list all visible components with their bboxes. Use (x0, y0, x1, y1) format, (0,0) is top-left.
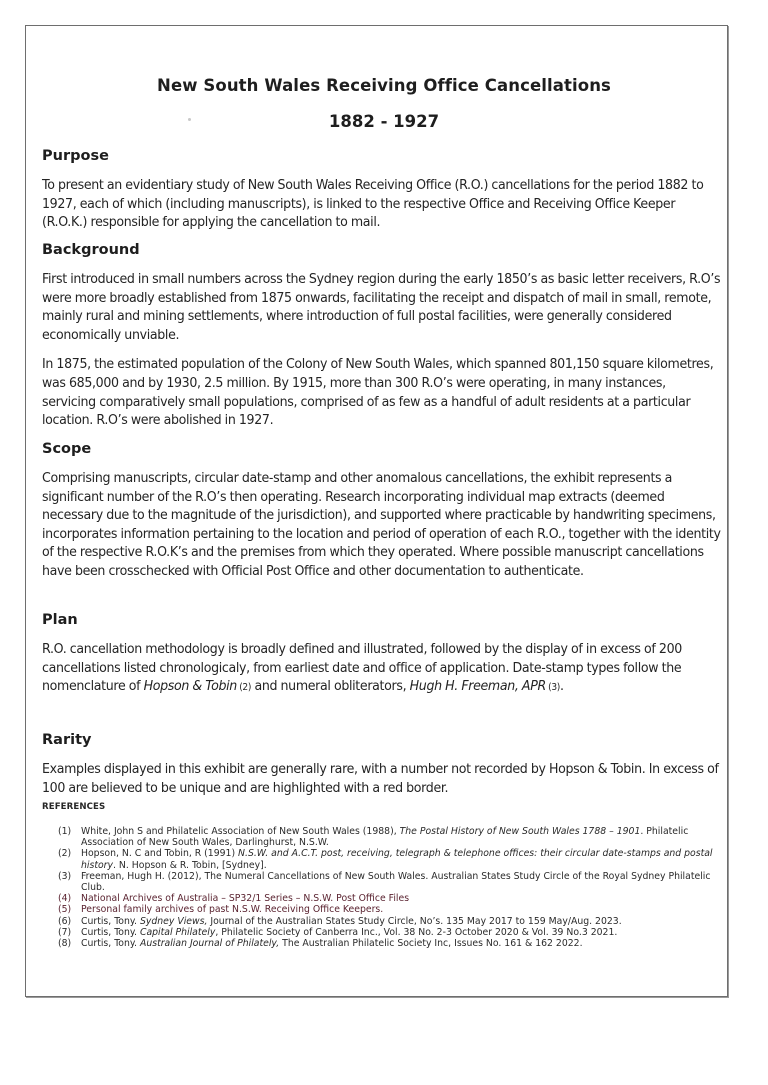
section-heading-scope: Scope (42, 441, 92, 457)
scope-paragraph: Comprising manuscripts, circular date-stamp and other anomalous cancellations, the exhibit represents a significant number of the R.O’s then operating. Research incorporating individual map extracts (deemed necessary due to the magnitude of the jurisdiction), and supported where practicable by handwriting specimens, incorporates information pertaining to the location and period of operation of each R.O., together with the identity of the respective R.O.K’s and the premises from which they operated. Where possible manuscript cancellations have been crosschecked with Official Post Office and other documentation to authenticate. (42, 471, 721, 579)
reference-title-italic: N.S.W. and A.C.T. post, receiving, telegraph & telephone offices: their circular date-stamps and postal history (81, 848, 713, 871)
plan-text-middle: and numeral obliterators, (251, 679, 410, 695)
reference-text (81, 893, 718, 904)
reference-text-pre: Hopson, N. C and Tobin, R (1991) (81, 848, 239, 860)
reference-text-post: . Philatelic Association of New South Wales, Darlinghurst, N.S.W. (81, 826, 689, 849)
section-plan (42, 611, 722, 698)
rarity-paragraph: Examples displayed in this exhibit are generally rare, with a number not recorded by Hopson & Tobin. In excess of 100 are believed to be unique and are highlighted with a red border. (42, 762, 719, 796)
reference-item (58, 904, 718, 915)
plan-ref-3: (3) (545, 682, 560, 694)
reference-item (58, 916, 718, 927)
section-heading-background: Background (42, 242, 140, 258)
reference-number: (1) (58, 826, 72, 837)
reference-text-pre: National Archives of Australia – SP32/1 Series – N.S.W. Post Office Files (81, 893, 410, 905)
reference-title-italic: Australian Journal of Philately, (139, 938, 280, 950)
section-heading-purpose: Purpose (42, 148, 109, 164)
reference-number: (6) (58, 915, 72, 927)
section-rarity (42, 731, 722, 798)
reference-title-italic: Capital Philately (139, 926, 216, 938)
reference-number: (2) (58, 848, 72, 860)
references-heading: REFERENCES (42, 802, 106, 812)
background-paragraph-2: In 1875, the estimated population of the Colony of New South Wales, which spanned 801,150 square kilometres, was 685,000 and by 1930, 2.5 million. By 1915, more than 300 R.O’s were operating, in many instances, servicing comparatively small populations, comprised of as few as a handful of adult residents at a particular location. R.O’s were abolished in 1927. (42, 357, 714, 429)
reference-text (81, 916, 718, 927)
reference-number: (4) (58, 893, 72, 905)
reference-item (58, 826, 718, 848)
reference-number: (3) (58, 870, 72, 882)
plan-paragraph (42, 641, 722, 698)
reference-text-pre: Personal family archives of past N.S.W. Receiving Office Keepers. (81, 904, 384, 916)
reference-item (58, 927, 718, 938)
reference-text (81, 927, 718, 938)
plan-citation-freeman: Hugh H. Freeman, APR (409, 679, 546, 695)
reference-text (81, 904, 718, 915)
section-scope (42, 440, 722, 582)
reference-item (58, 893, 718, 904)
document-title: New South Wales Receiving Office Cancellations (157, 76, 611, 95)
reference-text-post: Journal of the Australian States Study Circle, No’s. 135 May 2017 to 159 May/Aug. 2023. (207, 915, 622, 927)
plan-citation-hopson-tobin: Hopson & Tobin (143, 679, 237, 695)
reference-text-post: The Australian Philatelic Society Inc, Issues No. 161 & 162 2022. (279, 938, 583, 950)
reference-text-post: , Philatelic Society of Canberra Inc., Vol. 38 No. 2-3 October 2020 & Vol. 39 No.3 2021. (215, 926, 618, 938)
section-heading-plan: Plan (42, 612, 78, 628)
background-paragraph-1: First introduced in small numbers across the Sydney region during the early 1850’s as basic letter receivers, R.O’s were more broadly established from 1875 onwards, facilitating the receipt and dispatch of mail in small, remote, mainly rural and mining settlements, where introduction of full postal facilities, were generally considered economically unviable. (42, 272, 721, 343)
plan-text-before: R.O. cancellation methodology is broadly defined and illustrated, followed by the display of in excess of 200 cancellations listed chronologicaly, from earliest date and office of application. Date-stamp types follow the nomenclature of (42, 642, 682, 695)
document-date-range: 1882 - 1927 (328, 112, 440, 131)
reference-title-italic: The Postal History of New South Wales 1788 – 1901 (399, 826, 641, 837)
references-list (58, 826, 718, 949)
plan-text-after: . (559, 679, 564, 695)
reference-item (58, 938, 718, 949)
section-purpose (42, 147, 722, 233)
reference-item (58, 871, 718, 893)
reference-text-pre: Curtis, Tony. (81, 938, 140, 950)
reference-text-pre: Curtis, Tony. (81, 915, 140, 927)
reference-text-pre: Freeman, Hugh H. (2012), The Numeral Cancellations of New South Wales. Australian States Study Circle of the Royal Sydney Philatelic Club. (81, 870, 711, 894)
reference-number: (7) (58, 926, 72, 938)
section-background (42, 241, 722, 431)
purpose-paragraph: To present an evidentiary study of New South Wales Receiving Office (R.O.) cancellations for the period 1882 to 1927, each of which (including manuscripts), is linked to the respective Office and Receiving Office Keeper (R.O.K.) responsible for applying the cancellation to mail. (42, 178, 704, 231)
reference-text (81, 938, 718, 949)
plan-ref-2: (2) (236, 682, 252, 694)
reference-title-italic: Sydney Views, (139, 915, 208, 927)
reference-text (81, 871, 718, 893)
section-heading-rarity: Rarity (42, 732, 92, 748)
reference-text (81, 848, 718, 870)
reference-text (81, 826, 718, 848)
reference-item (58, 848, 718, 870)
reference-number: (5) (58, 904, 72, 916)
reference-text-pre: White, John S and Philatelic Association of New South Wales (1988), (81, 826, 400, 837)
reference-number: (8) (58, 938, 72, 950)
reference-text-post: . N. Hopson & R. Tobin, [Sydney]. (112, 859, 267, 871)
reference-text-pre: Curtis, Tony. (81, 926, 140, 938)
